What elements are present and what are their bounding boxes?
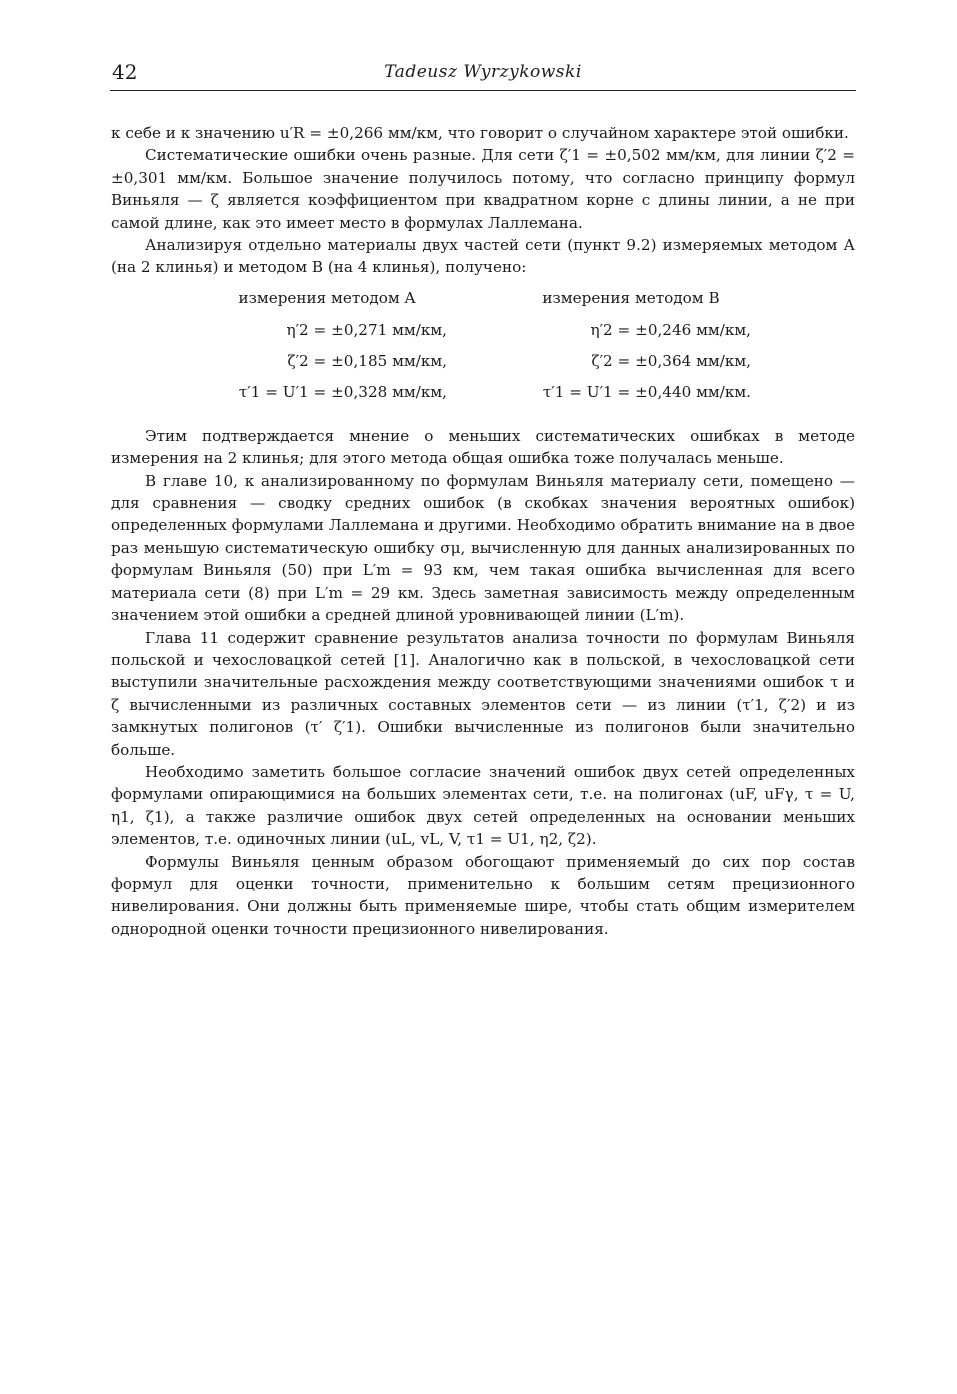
running-head: Tadeusz Wyrzykowski [384, 62, 582, 82]
paragraph: Необходимо заметить большое согласие значений ошибок двух сетей определенных формулами опирающимися на больших элементах сети, т.е. на полигонах (uF, uFγ, τ = U, η1, ζ1), а также различие ошибок двух сетей определенных на основании меньших элементов, т.е. одиночных линии (uL, vL, V, τ1 = U1, η2, ζ2). [111, 762, 855, 849]
paragraph: Глава 11 содержит сравнение результатов анализа точности по формулам Виньяля польской и чехословацкой сетей [1]. Аналогично как в польской, в чехословацкой сети выступили значительные расхождения между соответствующими значениями ошибок τ и ζ вычисленными из различных составных элементов сети — из линии (τ′1, ζ′2) и из замкнутых полигонов (τ′ ζ′1). Ошибки вычисленные из полигонов были значительно больше. [111, 628, 855, 759]
paragraph: В главе 10, к анализированному по формулам Виньяля материалу сети, помещено — для сравнения — сводку средних ошибок (в скобках значения вероятных ошибок) определенных формулами Лаллемана и другими. Необходимо обратить внимание на в двое раз меньшую систематическую ошибку σμ, вычисленную для данных анализированных по формулам Виньяля (50) при L′m = 93 км, чем такая ошибка вычисленная для всего материала сети (8) при L′m = 29 км. Здесь заметная зависимость между определенным значением этой ошибки а средней длиной уровнивающей линии (L′m). [111, 471, 855, 625]
paragraph: Анализируя отдельно материалы двух частей сети (пункт 9.2) измеряемых методом А (на 2 клинья) и методом В (на 4 клинья), получено: [111, 236, 855, 277]
method-a-column [207, 287, 447, 408]
page-header [110, 60, 856, 91]
formula-line: τ′1 = U′1 = ±0,440 мм/км. [542, 383, 751, 402]
formula-line: ζ′2 = ±0,185 мм/км, [287, 352, 447, 371]
paragraph: Систематические ошибки очень разные. Для сети ζ′1 = ±0,502 мм/км, для линии ζ′2 = ±0,301 мм/км. Большое значение получилось потому, что согласно принципу формул Виньяля — ζ является коэффициентом при квадратном корне с длины линии, а не при самой длине, как это имеет место в формулах Лаллемана. [111, 146, 855, 232]
formula-line: η′2 = ±0,271 мм/км, [286, 321, 447, 340]
paragraph: к себе и к значению u′R = ±0,266 мм/км, что говорит о случайном характере этой ошибки. [111, 124, 849, 142]
method-b-heading: измерения методом B [542, 288, 720, 307]
paragraph: Формулы Виньяля ценным образом обогощают применяемый до сих пор состав формул для оценки точности, применительно к большим сетям прецизионного нивелирования. Они должны быть применяемые шире, чтобы стать общим измерителем однородной оценки точности прецизионного нивелирования. [111, 852, 855, 938]
method-b-column [511, 287, 751, 408]
method-a-heading: измерения методом A [238, 288, 416, 307]
formula-block [111, 287, 855, 413]
formula-line: η′2 = ±0,246 мм/км, [590, 321, 751, 340]
paragraph: Этим подтверждается мнение о меньших систематических ошибках в методе измерения на 2 клинья; для этого метода общая ошибка тоже получалась меньше. [111, 426, 855, 468]
body-text [111, 122, 855, 940]
formula-line: ζ′2 = ±0,364 мм/км, [591, 352, 751, 371]
page-number: 42 [112, 60, 138, 84]
formula-line: τ′1 = U′1 = ±0,328 мм/км, [238, 383, 447, 402]
